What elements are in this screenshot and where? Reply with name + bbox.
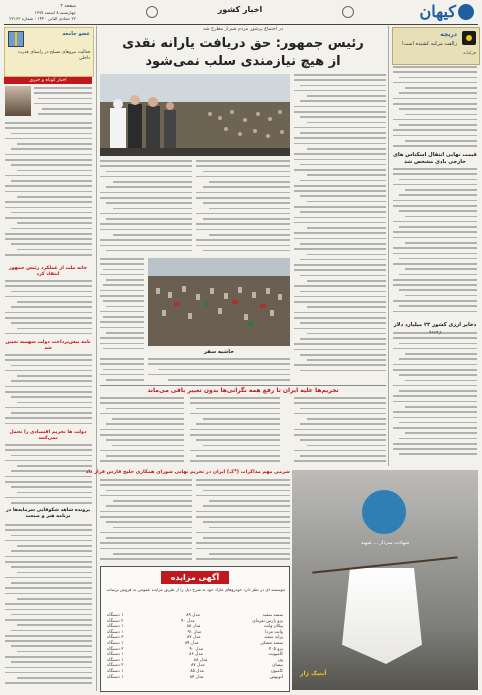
auction-item-year: مدل ۸۸ (186, 624, 201, 630)
box-lead: فرامانه (462, 51, 476, 56)
auction-item-year: مدل ۸۷ (190, 663, 205, 669)
column-divider (388, 26, 389, 466)
story-divider (100, 385, 386, 386)
auction-item-name: سمند سفید (262, 613, 283, 618)
column-text (100, 479, 192, 563)
column-text (100, 358, 144, 382)
auction-item-count: ۳ دستگاه (107, 635, 124, 641)
box-subtitle: زالفت مرکبه کشیده است! (401, 41, 457, 47)
headline-line2: از هیچ نیازمندی سلب نمی‌شود (145, 54, 341, 69)
story-title: قیمت نهایی انتقال اسکناس های خارجی بادی مشخص شد (393, 152, 477, 165)
story-title: خانه ملت از عملکرد رئیس جمهور انتقاد کرد (8, 266, 88, 277)
date-line: چهارشنبه ۸ اسفند ۱۳۹۷ (34, 10, 76, 15)
auction-item-count: ۲ دستگاه (107, 618, 124, 624)
section-header: اخبار کوتاه و خبری (4, 77, 92, 84)
compass-icon (342, 6, 354, 18)
section-title: اخبار کشور (217, 5, 263, 14)
globe-icon (458, 4, 474, 20)
auction-item-count: ۱ دستگاه (107, 668, 124, 674)
auction-item-year: مدل ۸۸ (193, 657, 208, 663)
auction-item-count: ۲ دستگاه (107, 663, 124, 669)
auction-title: آگهی مزایده (161, 571, 229, 584)
auction-item-name: پژو ۴۰۵ (269, 646, 283, 652)
column-text (100, 160, 192, 255)
auction-item-year: مدل ۹۰ (181, 618, 195, 624)
column-text (190, 397, 280, 465)
story-title: دولت ها تحریم اقتصادی را تحمل نمی‌کنند (9, 430, 87, 441)
advertisement (292, 470, 478, 690)
column-text (5, 524, 92, 690)
auction-item-count: ۱ دستگاه (107, 613, 124, 618)
auction-item-year: مدل ۸۶ (189, 652, 203, 658)
auction-item-year: مدل ۸۹ (184, 640, 199, 646)
auction-item-name: پژو پارس نقره‌ای (252, 618, 283, 624)
column-text (393, 332, 477, 464)
column-text (196, 479, 290, 563)
auction-item-name: کامیونت (268, 652, 283, 658)
auction-item-count: ۱ دستگاه (107, 629, 124, 635)
column-text (100, 397, 184, 465)
column-text (294, 74, 386, 374)
kicker: در اجتماع پرشور مردم شیراز مطرح شد (202, 27, 284, 32)
issue-line: ۲۲ جمادی الثانی ۱۴۴۰ - شماره ۲۲۱۶۲ (9, 16, 76, 21)
auction-item-name: نیسان (272, 663, 283, 669)
gift-icon (8, 31, 24, 47)
column-text (5, 280, 92, 338)
story-title: تحریم‌ها علیه ایران تا رفع همه نگرانی‌ها بدون تغییر باقی می‌ماند (147, 387, 339, 394)
column-text (196, 160, 290, 255)
auction-item-count: ۱ دستگاه (107, 674, 124, 680)
page-number: صفحه ۲ (60, 4, 76, 9)
column-text (393, 66, 477, 150)
ad-cloth (342, 568, 422, 664)
box-title: دریچه (440, 31, 457, 38)
ad-logo (362, 490, 406, 534)
column-text (100, 258, 144, 354)
photo-caption: حاشیه سفر (204, 349, 234, 355)
auction-item-year: مدل ۸۵ (190, 668, 204, 674)
auction-item-name: اتوبوس (269, 674, 283, 680)
story-title: شرمی مهم مذاکرات (*ک) ایران در تحریم نهایی شورای همکاری خلیج فارس قرار داد (85, 469, 290, 475)
badge: عضو جامعه (62, 31, 90, 37)
column-text (294, 397, 386, 465)
compass-icon (146, 6, 158, 18)
auction-item-count: ۲ دستگاه (107, 646, 124, 652)
auction-intro: موسسه ای در نظر دارد خودروهای مازاد خود به شرح ذیل را از طریق مزایده عمومی به فروش برساند. (105, 587, 285, 592)
auction-item (107, 675, 283, 681)
auction-item-name: وانت مزدا (265, 629, 283, 635)
auction-item-name: کامیون (270, 668, 283, 674)
left-top-box (4, 27, 94, 77)
column-text (5, 122, 92, 262)
auction-notice (100, 566, 290, 692)
auction-item-count: ۱ دستگاه (107, 640, 124, 646)
auction-item-year: مدل ۹۰ (189, 646, 204, 652)
auction-item-name: پیکان وانت (263, 624, 283, 630)
auction-item-year: مدل ۸۹ (186, 613, 200, 618)
logo: کیهان (404, 2, 474, 24)
auction-list (107, 613, 283, 680)
ad-slogan: شهادت سردار ... شهید (360, 540, 410, 546)
auction-item-name: پراید سفید (264, 635, 283, 641)
header-rule (4, 24, 478, 25)
column-text (393, 168, 477, 318)
ad-brand: آبنیک ژار (300, 670, 327, 677)
column-text (148, 358, 290, 382)
story-title: پرونده شاهد شکوفایی سرمایه‌ها در برنامه هنر و صنعت (5, 508, 91, 519)
auction-item-name: سمند مشکی (259, 640, 283, 646)
box-text: فعالیت نیروهای مسلح در راستای قدرت داخلی (17, 50, 90, 61)
auction-item-count: ۱ دستگاه (107, 652, 124, 658)
column-text (34, 87, 92, 121)
column-text (5, 444, 92, 506)
crowd-photo (148, 258, 290, 346)
auction-item-year: مدل ۹۱ (187, 629, 202, 635)
right-sidebar-box (392, 27, 480, 65)
sun-icon (462, 31, 476, 45)
story-title: نامه پیش‌پرداخت دولت سهمیه تعیین شد (5, 340, 91, 351)
portrait-photo (5, 86, 31, 116)
headline-line1: رئیس جمهور: حق دریافت یارانه نقدی (122, 36, 364, 51)
column-divider (96, 26, 97, 691)
column-text (5, 354, 92, 428)
auction-item-count: ۱ دستگاه (107, 657, 124, 663)
auction-item-count: ۱ دستگاه (107, 624, 124, 630)
auction-item-year: مدل ۸۷ (186, 635, 201, 641)
top-story-photo (100, 74, 290, 156)
story-title: ذخایر ارزی کشور ۲۳ میلیارد دلار (393, 322, 477, 328)
auction-item-year: مدل ۸۴ (189, 674, 204, 680)
auction-item-name: ون (277, 657, 283, 663)
